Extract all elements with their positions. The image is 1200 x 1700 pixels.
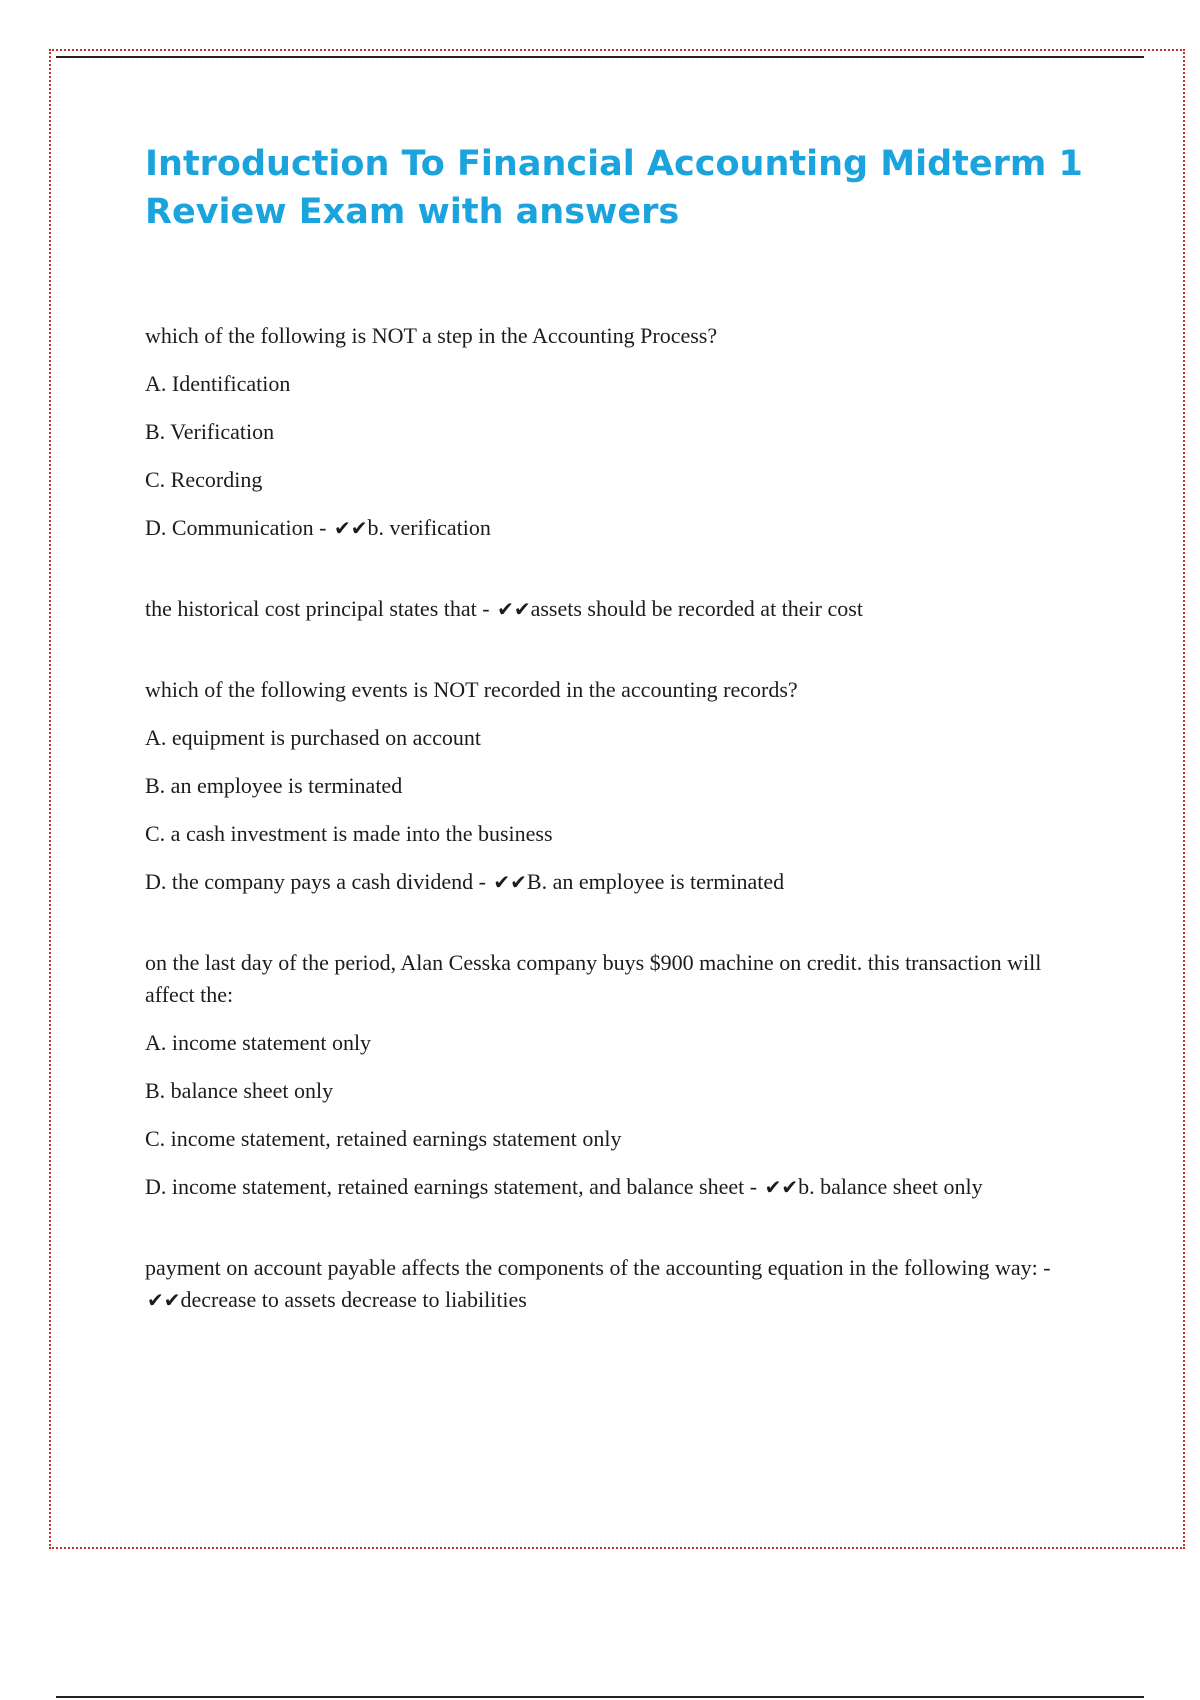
question-block	[145, 947, 1095, 1203]
question-prompt: which of the following is NOT a step in the Accounting Process?	[145, 323, 718, 348]
question-option: B. an employee is terminated	[145, 773, 403, 798]
question-option: C. Recording	[145, 467, 263, 492]
question-option: A. Identification	[145, 371, 291, 396]
double-check-icon: ✔✔	[147, 1288, 181, 1312]
double-check-icon: ✔✔	[493, 870, 527, 894]
question-option: A. income statement only	[145, 1030, 372, 1055]
answer-text: b. balance sheet only	[798, 1174, 983, 1199]
question-prompt: the historical cost principal states that -	[145, 596, 490, 621]
question-option: D. income statement, retained earnings statement, and balance sheet -	[145, 1174, 758, 1199]
double-check-icon: ✔✔	[497, 597, 531, 621]
question-block	[145, 1252, 1095, 1316]
question-option: B. balance sheet only	[145, 1078, 334, 1103]
question-option: C. income statement, retained earnings statement only	[145, 1126, 622, 1151]
double-check-icon: ✔✔	[333, 516, 368, 540]
question-block	[145, 320, 1095, 544]
document-title: Introduction To Financial Accounting Midterm 1 Review Exam with answers	[145, 144, 1083, 232]
answer-text: b. verification	[367, 515, 491, 540]
question-prompt-with-answer	[145, 1252, 1095, 1316]
question-option: D. the company pays a cash dividend -	[145, 869, 486, 894]
question-block	[145, 674, 1095, 898]
question-option: C. a cash investment is made into the business	[145, 821, 553, 846]
question-prompt: payment on account payable affects the components of the accounting equation in the following way: -	[145, 1255, 1051, 1280]
answer-text: assets should be recorded at their cost	[530, 596, 863, 621]
question-option-with-answer	[145, 866, 1095, 898]
answer-text: B. an employee is terminated	[526, 869, 785, 894]
double-check-icon: ✔✔	[764, 1175, 799, 1199]
footer-rule	[56, 1696, 1144, 1698]
document-body	[145, 140, 1095, 1365]
question-option: D. Communication -	[145, 515, 327, 540]
question-block	[145, 593, 1095, 625]
answer-text: decrease to assets decrease to liabilities	[180, 1287, 527, 1312]
question-prompt-with-answer	[145, 593, 1095, 625]
question-prompt: on the last day of the period, Alan Cesska company buys $900 machine on credit. this transaction will affect the:	[145, 950, 1042, 1007]
question-option: A. equipment is purchased on account	[145, 725, 482, 750]
question-option-with-answer	[145, 512, 1095, 544]
question-prompt: which of the following events is NOT recorded in the accounting records?	[145, 677, 798, 702]
question-option: B. Verification	[145, 419, 275, 444]
header-rule	[56, 56, 1144, 58]
question-list	[145, 320, 1095, 1316]
question-option-with-answer	[145, 1171, 1095, 1203]
